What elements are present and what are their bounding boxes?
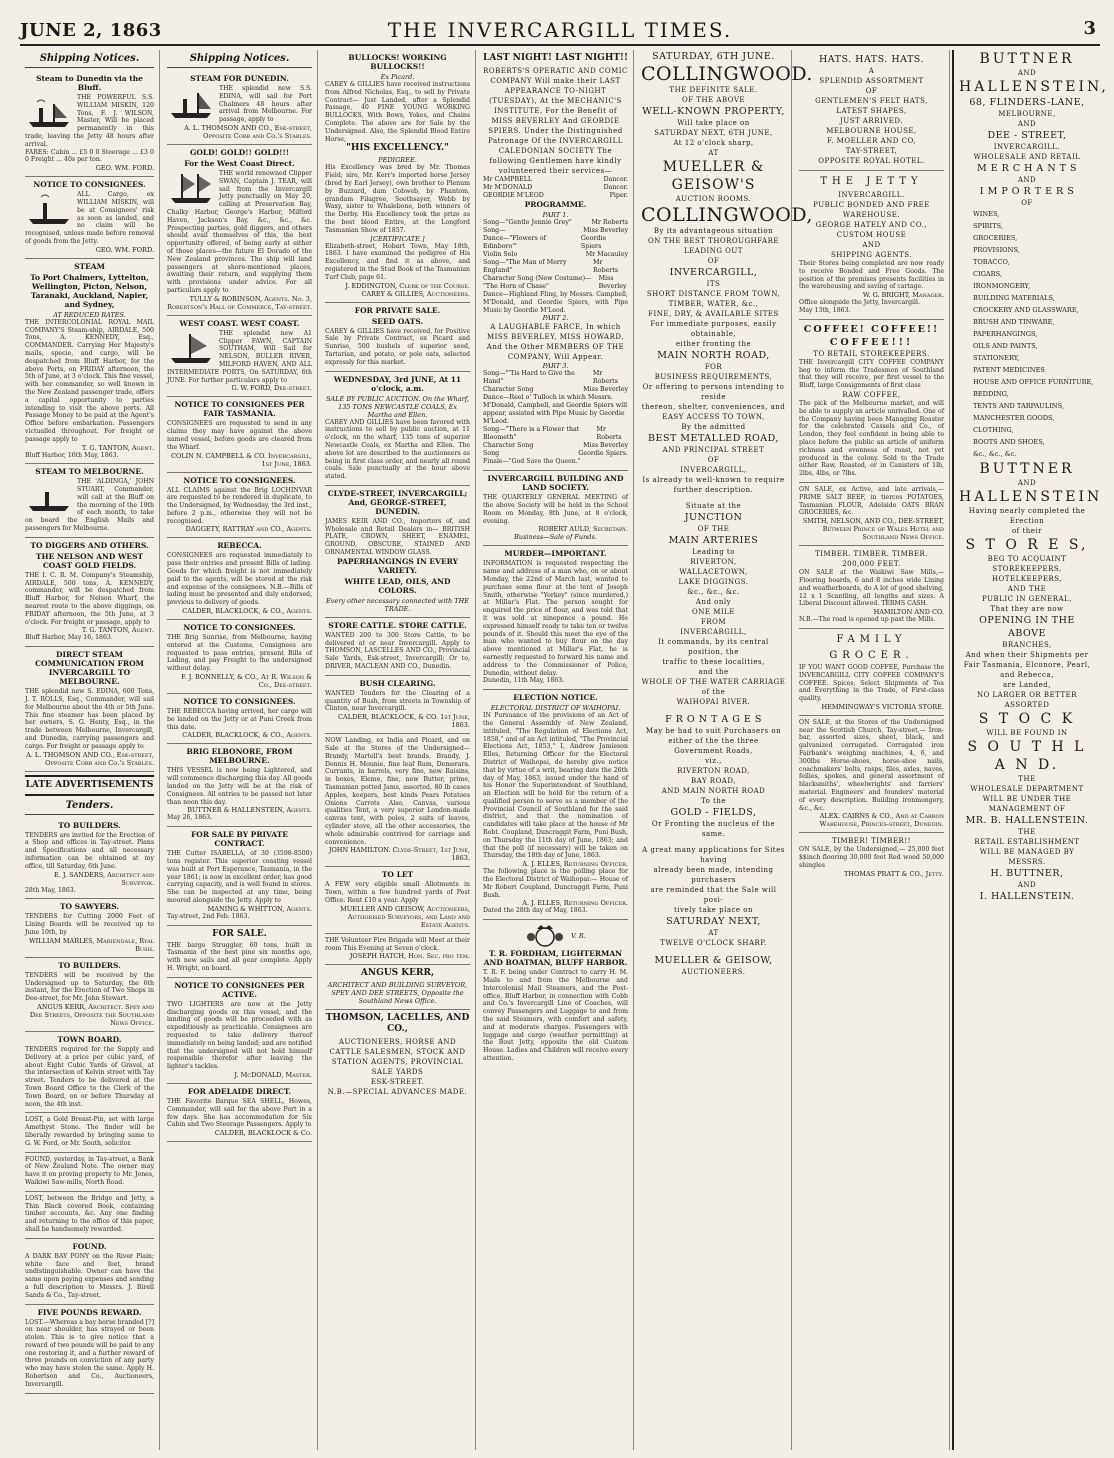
program-row [483, 394, 628, 426]
ad-angus-kerr: ANGUS KERR, ARCHITECT AND BUILDING SURVEYOR, SPEY AND DEE STREETS, Opposite the Southland News Office. [325, 965, 470, 1010]
collingwood-line: INVERCARGILL, [669, 267, 758, 278]
jetty-line: PUBLIC BONDED AND FREE [813, 201, 930, 209]
buttner-line: MR. B. HALLENSTEIN. [965, 815, 1089, 826]
collingwood-line: OF THE [697, 525, 730, 533]
column-6 [794, 50, 950, 1450]
buttner-line: H. BUTTNER, [990, 868, 1064, 879]
collingwood-line: INVERCARGILL, [680, 628, 747, 636]
ad-west-coast: WEST COAST. WEST COAST. THE splendid new A1 Clipper FAWN, CAPTAIN SOUTHAM, Will Sail for NELSON, BULLER RIVER, MILFORD HAVEN, AND ALL INTERMEDIATE PORTS, On SATURDAY, 6th JUNE. For further particulars apply to G. W. FORD, Dee-street. [167, 316, 312, 398]
hats-line: MELBOURNE HOUSE, [826, 127, 917, 135]
royal-crest-icon [525, 923, 565, 949]
buttner-line: THE [1018, 775, 1036, 783]
buttner-line: OPENING IN THE ABOVE [979, 615, 1075, 639]
ad-elbonore: BRIG ELBONORE, FROM MELBOURNE. THIS VESSEL is now being Lightered, and will commence discharging this day. All goods landed on the Jetty will be at the risk of Consignees. All entries to be passed not later than noon this day. BUTTNER & HALLENSTEIN, Agents. May 26, 1863. [167, 744, 312, 827]
buttner-line: 68, FLINDERS-LANE, [969, 97, 1085, 108]
program-row [483, 219, 628, 227]
ad-to-sawyers: TO SAWYERS. TENDERS for Cutting 2000 Feet of Lining Boards will be received up to June 10th, by WILLIAM MARLES, Mariendale, Ryal Bush. [25, 899, 154, 957]
ad-barge-struggler: FOR SALE. THE barge Struggler, 60 tons, built in Tasmania of the best pine six months ago, with new sails and all gear complete. Apply H. Wright, on board. [167, 926, 312, 978]
newspaper-title: THE INVERCARGILL TIMES. [387, 18, 733, 42]
ad-seed-oats: FOR PRIVATE SALE. SEED OATS. CAREY & GILLIES have received, for Positive Sale by Private Contract, ex Picard and Sunrise, 500 bushels of superior seed, Tartarian, and potato, or pole oats, selected expressly for this market. [325, 303, 470, 372]
goods-item: PATENT MEDICINES [973, 366, 1045, 374]
collingwood-line: COLLINGWOOD. [641, 63, 813, 85]
ad-jetty-warehouse: THE JETTY INVERCARGILL. PUBLIC BONDED AND FREE WAREHOUSE. GEORGE HATELY AND CO., CUSTOM HOUSE AND SHIPPING AGENTS. Their Stores being completed are now ready to receive Bonded and Free Goods. The position of the premises presents facilities in the warehousing and saving of cartage. W. G. BRIGHT, Manager. Office alongside the Jetty, Invercargill. May 13th, 1863. [799, 171, 944, 320]
program-row [483, 251, 628, 259]
ad-found-pony: FOUND. A DARK BAY PONY on the River Plain; white face and feet, brand undistinguishable. Owner can have the same upon paying expenses and sending a full description to Messrs. J. Birell Sands & Co., Tay-street. [25, 1239, 154, 1305]
program-item: Violin Solo [483, 251, 518, 258]
collingwood-line: OF [707, 456, 720, 464]
goods-item: CROCKERY AND GLASSWARE, [973, 306, 1079, 314]
buttner-line: BUTTNER [979, 51, 1075, 67]
program-row [483, 192, 628, 200]
ad-diggers: TO DIGGERS AND OTHERS. THE NELSON AND WEST COAST GOLD FIELDS. THE I. C. R. M. Company's Steamship, AIRDALE, 500 tons, A. KENNEDY, commander, will be despatched from Bluff Harbor, for Nelson Wharf, the nearest route to the above diggings, on FRIDAY afternoon, the 5th June, at 3 o'clock. For freight or passage, apply to T. G. TANTON, Agent. Bluff Harbor, May 16, 1863. [25, 538, 154, 647]
ad-james-keir: CLYDE-STREET, INVERCARGILL; And, GEORGE-STREET, DUNEDIN. JAMES KEIR AND CO., Importers of, and Wholesale and Retail Dealers in— BRITISH PLATE, CROWN, SHEET, ENAMEL, GROUND, OBSCURE, STAINED AND ORNAMENTAL WINDOW GLASS. PAPERHANGINGS IN EVERY VARIETY. WHITE LEAD, OILS, AND COLORS. Every other necessary connected with THE TRADE. [325, 486, 470, 618]
collingwood-line: It commands, by its central position, the [658, 638, 769, 656]
ad-on-sale-active: ON SALE, ex Active, and late arrivals,— PRIME SALT BEEF, in tierces POTATOES, Tasmanian FLOUR, Adelaide OATS BRAN GROCERIES, &c. SMITH, NELSON, AND CO., DEE-STREET, Between Prince of Wales Hotel and Southland News Office. [799, 483, 944, 546]
buttner-line: DEE - STREET, [987, 130, 1067, 141]
collingwood-line: already been made, intending purchasers [653, 866, 774, 884]
tenders-header: Tenders. [25, 799, 154, 815]
late-advertisements-header: LATE ADVERTISEMENTS [25, 775, 154, 796]
collingwood-line: viz., [705, 757, 722, 765]
ship-icon [25, 480, 73, 514]
collingwood-line: SATURDAY NEXT, 6TH JUNE, [654, 129, 773, 137]
collingwood-line: WALLACETOWN, [679, 568, 748, 576]
goods-item: SPIRITS, [973, 222, 1003, 230]
goods-item: BOOTS AND SHOES, [973, 438, 1045, 446]
collingwood-line: And only [695, 598, 732, 606]
ad-family-grocer: FAMILY GROCER. IF YOU WANT GOOD COFFEE, Purchase the INVERCARGILL CITY COFFEE COMPANY'S COFFEE. Spices, Select Shipments of Tea and Everything in the Trade, of First-class quality. HEMMINGWAY'S VICTORIA STORE. [799, 629, 944, 716]
program-row [483, 176, 628, 184]
ad-gold-west-coast: GOLD! GOLD!! GOLD!!! For the West Coast Direct. THE world renowned Clipper SWAN, Captain J. TEAR, will sail from the Invercargill Jetty punctually on May 20, calling at Preservation Bay, Chalky Harbor, George's Harbor, Milford Haven, Jackson's Bay, &c., &c., &c. Prospecting parties, gold diggers, and others should avail themselves of this, the best opportunity offered, of being early at either of those places—the future El Dorado of the New Zealand provinces. The ship will land passengers at shore-mentioned places, awaiting their return, and supplying them with provisions under advice. For all particulars apply to TULLY & ROBINSON, Agents. No. 3, Robertson's Hall of Commerce, Tay-street. [167, 145, 312, 316]
collingwood-line: Is already to well-known to require [642, 476, 785, 484]
collingwood-line: INVERCARGILL, [680, 466, 747, 474]
buttner-line: STOREKEEPERS, HOTELKEEPERS, [991, 565, 1063, 583]
ad-operatic-company: LAST NIGHT! LAST NIGHT!! ROBERTS'S OPERATIC AND COMIC COMPANY Will make their LAST APPEARANCE TO-NIGHT (TUESDAY), At the MECHANIC'S INSTITUTE, For the Benefit of MISS BEVERLEY And GEORDIE SPIERS. Under the Distinguished Patronage Of the INVERCARGILL CALEDONIAN SOCIETY The following Gentlemen have kindly volunteered their services— Mr CAMPBELL Dancer. Mr M'DONALD Dancer. GEORDIE M'LEOD Piper. PROGRAMME. PART 1. Song—"Gentle Jennie Grey" Mr Roberts Song— Miss Beverley Dance—"Flowers of Edinboro'" Geordie Spiers Violin Solo Mr Macauley Song—"The Man of Merry England" Mr Roberts Character Song (New Costume)— "The Horn of Chase" Miss Beverley Dance—Highland Fling, by Messrs. Campbell, M'Donald, and Geordie Spiers, with Pipe Music by Geordie M'Leod. PART 2. A LAUGHABLE FARCE, In which MISS BEVERLEY, MISS HOWARD, And the Other MEMBERS OF THE COMPANY, Will Appear. PART 3. Song—"'Tis Hard to Give the Hand" Mr Roberts Character Song Miss Beverley Dance—Reel o' Tulloch in which Messrs. M'Donald, Campbell, and Geordie Spiers will appear, assisted with Pipe Music by Geordie M'Leod. Song—"There is a Flower that Bloometh" Mr Roberts Character Song Miss Beverley Song Geordie Spiers. Finale—"God Save the Queen." [483, 50, 628, 471]
collingwood-line: tively take place on [673, 906, 754, 914]
collingwood-line: RIVERTON ROAD, [677, 767, 750, 775]
collingwood-line: MUELLER & GEISOW'S [662, 159, 765, 193]
buttner-line: S T O C K [978, 711, 1076, 727]
ad-sunrise: NOTICE TO CONSIGNEES. THE Brig Sunrise, from Melbourne, having entered at the Customs, Consignees are requested to pass entries, present Bills of Lading, and pay Freight to the undersigned without delay. F. J. BONNELLY, & CO., At R. Wilson & Co., Dee-street. [167, 620, 312, 694]
program-row [483, 442, 628, 450]
page-number: 3 [1083, 18, 1096, 39]
buttner-line: I. HALLENSTEIN. [979, 891, 1075, 902]
collingwood-line: MUELLER & GEISOW, [654, 955, 773, 966]
performer: Dancer. [603, 176, 628, 183]
collingwood-line: A great many applications for Sites having [642, 846, 785, 864]
collingwood-line: further description. [673, 486, 754, 494]
ad-steam-melbourne: STEAM TO MELBOURNE. THE 'ALDINGA,' JOHN STUART, Commander, will call at the Bluff on the morning of the 19th of each month, to take on board the English Mails and passengers for Melbourne. [25, 464, 154, 538]
collingwood-line: JUNCTION [684, 512, 743, 523]
buttner-line: AND THE [1007, 585, 1047, 593]
collingwood-line: May be had to suit Purchasers on [645, 727, 782, 735]
collingwood-line: Or offering to persons intending to reside [642, 383, 785, 401]
ad-rebecca-arrived: NOTICE TO CONSIGNEES. THE REBECCA having arrived, her cargo will be landed on the Jetty or at Puni Creek from this date. CALDER, BLACKLOCK, & CO., Agents. [167, 694, 312, 744]
ad-lost-pin: LOST, a Gold Breast-Pin, set with large Amethyst Stone. The finder will be liberally rewarded by bringing same to G. W. Ford, or Mr. South, solicitor. [25, 1113, 154, 1152]
program-row [483, 370, 628, 386]
goods-item: STATIONERY, [973, 354, 1020, 362]
ad-to-let: TO LET A FEW very eligible small Allotments in Town, within a few hundred yards of Post Office. Rent £10 a year. Apply MUELLER AND GEISOW, Auctioneers, Authorised Surveyors, and Land and Estate Agents. [325, 867, 470, 933]
ad-store-cattle: STORE CATTLE. STORE CATTLE. WANTED 200 to 300 Store Cattle, to be delivered at or near Invercargill. Apply to THOMSON, LASCELLES AND CO., Provincial Sale Yards, Esk-street, Invercargill; Or to, DRIVER, MACLEAN AND CO., Dunedin. [325, 618, 470, 676]
column-7-buttner-hallenstein [952, 50, 1109, 1450]
collingwood-line: ON THE BEST THOROUGHFARE [648, 237, 779, 245]
collingwood-line: FOR [704, 363, 723, 371]
ad-coal-auction: WEDNESDAY, 3rd JUNE, At 11 o'clock, a.m. SALE BY PUBLIC AUCTION. On the Wharf, 135 TONS NEWCASTLE COALS, Ex Martha and Ellen. CAREY AND GILLIES have been favored with instructions to sell by public auction, at 11 o'clock, on the wharf, 135 tons of superior Newcastle Coals, ex Martha and Ellen. The above lot are described to the auctioneers as being in first class order, and nearly all round coals. Sale punctually at the hour above stated. [325, 372, 470, 486]
program-row [483, 386, 628, 394]
collingwood-line: SATURDAY NEXT, [666, 916, 761, 927]
collingwood-line: To the [700, 797, 727, 805]
program-item: Dance—"Flowers of Edinboro'" [483, 235, 546, 250]
buttner-line: AND [1017, 881, 1037, 889]
buttner-line: WHOLESALE AND RETAIL [973, 153, 1081, 161]
collingwood-line: TIMBER, WATER, &c., [668, 300, 759, 308]
hats-line: A [868, 67, 875, 75]
buttner-line: MESSRS. [1008, 858, 1046, 866]
section-header: Shipping Notices. [167, 52, 312, 68]
program-row [483, 184, 628, 192]
program-item: Mr CAMPBELL [483, 176, 533, 183]
collingwood-line: By its advantageous situation [653, 227, 774, 235]
collingwood-line: By the admitted [681, 423, 746, 431]
collingwood-line: AND MAIN NORTH ROAD [661, 787, 766, 795]
goods-item: BEDDING, [973, 390, 1009, 398]
collingwood-line: Or Fronting the nucleus of the same. [651, 820, 776, 838]
ad-fair-tasmania: NOTICE TO CONSIGNEES PER FAIR TASMANIA. CONSIGNEES are requested to send in any claims they may have against the above named vessel, before goods are cleared from the Wharf. COLIN N. CAMPBELL & CO. Invercargill, 1st June, 1863. [167, 397, 312, 472]
collingwood-line: WELL-KNOWN PROPERTY, [642, 106, 785, 117]
collingwood-line: FINE, DRY, & AVAILABLE SITES [648, 310, 779, 318]
goods-item: TOBACCO, [973, 258, 1010, 266]
column-4 [478, 50, 634, 1450]
ad-steam-for-dunedin: STEAM FOR DUNEDIN. THE splendid new S.S. EDINA, will sail for Port Chalmers 48 hours after arrival from Melbourne. For passage, apply to A. L. THOMSON AND CO., Esk-street, Opposite Cobb and Co.'s Stables. [167, 71, 312, 145]
buttner-line: AND [1017, 120, 1037, 128]
jetty-line: GEORGE HATELY AND CO., [815, 221, 928, 229]
collingwood-line: traffic to these localities, [662, 658, 765, 666]
collingwood-line: MAIN ARTERIES [668, 535, 759, 546]
buttner-line: WILL BE UNDER THE MANAGEMENT OF [982, 795, 1072, 813]
program-row [483, 235, 628, 251]
program-row [483, 426, 628, 442]
collingwood-line: AUCTION ROOMS. [675, 195, 752, 203]
buttner-line: BRANCHES, [1002, 641, 1052, 649]
buttner-line: PUBLIC IN GENERAL, [982, 595, 1072, 603]
performer: Dancer. [603, 184, 628, 191]
collingwood-line: FROM [700, 618, 727, 626]
program-part-3 [483, 370, 628, 458]
ad-timber: TIMBER. TIMBER. TIMBER. 200,000 FEET. ON SALE at the Waikiwi Saw Mills,— Flooring boards, 6 and 8 inches wide Lining and weatherboards, do A lot of good shelving, 12 x 1 Scantling, all lengths and sizes. A Liberal Discount allowed. TERMS CASH. HAMILTON AND CO. N.B.—The road is opened up past the Mills. [799, 546, 944, 629]
collingwood-line: TWELVE O'CLOCK SHARP. [660, 939, 767, 947]
collingwood-line: LEADING OUT [684, 247, 743, 255]
ad-to-builders-1: TO BUILDERS. TENDERS are invited for the Erection of a Shop and offices in Tay-street. Plans and Specifications and all necessary information can be obtained at my office, till Saturday, 6th June. E. J. SANDERS, Architect and Surveyor. 28th May, 1863. [25, 818, 154, 900]
goods-list [959, 208, 1095, 460]
collingwood-line: Will take place on [677, 119, 750, 127]
jetty-line: SHIPPING AGENTS. [830, 251, 913, 259]
buttner-line: BUTTNER [979, 461, 1075, 477]
collingwood-line: F R O N T A G E S [665, 714, 762, 725]
collingwood-line: ONE MILE [692, 608, 735, 616]
program-item: Song—"Gentle Jennie Grey" [483, 219, 572, 226]
performer: Miss Beverley [583, 227, 628, 234]
collingwood-line: THE DEFINITE SALE. [669, 86, 758, 94]
buttner-line: AND [1017, 479, 1037, 487]
ad-election: ELECTION NOTICE. ELECTORAL DISTRICT OF WAIHOPAI. IN Pursuance of the provisions of an Act of the General Assembly of New Zealand, intituled, "The Regulation of Elections Act, 1858," and of an Act intituled, "The Provincial Elections Act, 1853," I, Andrew Jamieson Elles, Returning Officer for the Electoral District of Waihopai, do hereby give notice that by virtue of a writ, bearing date the 26th day of May, 1863, issued under the hand of his Honor the Superintendent of Southland, an Election will be held for the return of a qualified person to serve as a member of the Provincial Council of Southland for the said district, and that the nomination of candidates will take place at the house of Mr Robt. Coupland, Duncraggit Farm, Puni Bush, on Thursday the 11th day of June, 1863; and that the poll (if necessary) will be taken on Thursday, the 18th day of June, 1863. A. J. ELLES, Returning Officer. The following place is the polling place for the Electoral District of Waihopai:— House of Mr Robert Coupland, Duncraggit Farm, Puni Bush. A. J. ELLES, Returning Officer. Dated the 28th day of May, 1863. [483, 690, 628, 920]
collingwood-line: EASY ACCESS TO TOWN, [662, 413, 765, 421]
hats-line: OF [865, 87, 878, 95]
buttner-header-block [959, 50, 1109, 208]
ad-murder: MURDER—IMPORTANT. INFORMATION is requested respecting the name and address of a man who, on or about Monday, the 22nd of March last, wanted to purchase some flour at the tent of Joseph Smith, otherwise "Yorkey" (since murdered,) at Millar's Flat. The person sought for enquired the price of flour, and was told that it was sold at ninepence a pound. He expressed himself ready to take ten or twelve pounds of it. Should this meet the eye of the man who wanted to buy flour on the day above mentioned at Millar's Flat, he is earnestly requested to forward his name and address to the Commissioner of Police, Dunedin, without delay. Dunedin, 11th May, 1863. [483, 546, 628, 690]
performer: Piper. [609, 192, 628, 199]
collingwood-line: At 12 o'clock sharp, [673, 139, 754, 147]
program-row [483, 227, 628, 235]
issue-date: JUNE 2, 1863 [20, 20, 162, 41]
goods-item: GROCERIES, [973, 234, 1018, 242]
ad-lost-book: LOST, between the Bridge and Jetty, a Thin Black covered Book, containing timber accounts, &c. Any one finding and returning to the office of this paper, shall be handsomely rewarded. [25, 1192, 154, 1239]
collingwood-line: For immediate purposes, easily obtainable, [650, 320, 777, 338]
ship-icon [25, 96, 73, 130]
program-item: Dance—Reel o' Tulloch in which Messrs. M'Donald, Campbell, and Geordie Spiers will appear, assisted with Pipe Music by Geordie M'Leod. [483, 394, 628, 426]
ad-steam-dunedin: Steam to Dunedin via the Bluff. THE POWERFUL S.S. WILLIAM MISKIN, 120 Tons, F. J. WILSON, Master, Will be placed permanently in this trade, leaving the Jetty 48 hours after arrival. FARES: Cabin ... £5 0 0 Steerage ... £3 0 0 Freight ... 40s per ton. GEO. WM. FORD. [25, 71, 154, 177]
column-2 [162, 50, 318, 1450]
buttner-line: Having nearly completed the Erection [968, 507, 1086, 525]
buttner-line: S T O R E S, [965, 537, 1089, 553]
goods-item: MANCHESTER GOODS, [973, 414, 1055, 422]
buttner-line: M E R C H A N T S [976, 163, 1078, 174]
goods-item: WINES, [973, 210, 1000, 218]
ad-rebecca: REBECCA. CONSIGNEES are requested immediately to pass their entries and present Bills of lading. Goods for which freight is not immediately paid to the agents, will be stored at the risk and expense of the consignees. N.B.—Bills of lading must be presented and duly endorsed, previous to delivery of goods. CALDER, BLACKLOCK, & CO., Agents. [167, 538, 312, 620]
ad-five-pounds-reward: FIVE POUNDS REWARD. LOST.—Whereas a bay horse branded [?] on near shoulder, has strayed or been stolen. This is to give notice that a reward of two pounds will be paid to any one restoring it, and a further reward of three pounds on conviction of any party who may have stolen the same. Apply H. Robertson and Co., Auctioneers, Invercargill. [25, 1305, 154, 1394]
ad-now-landing: NOW Landing, ex India and Picard, and on Sale at the Stores of the Undersigned— Brandy, Martell's best brands. Brandy, J. Dennis H. Mounie, fine leaf Rum, Demerara. Currants, in barrels, very fine, new Raisins, in boxes, Eleme, fine, new Butter, prime, Tasmanian potted Jams, assorted, 80 lb cases Apples, keepers, best kinds Pears Potatoes Onions Carrots Also, Canvas, various qualities Tent, a very superior London-made canvas tent, with poles, 2 suits of leaves, cylinder stove, all the other accessories, the whole admirable contrived for carriage and convenience. JOHN HAMILTON. Clyde-Street, 1st June, 1863. [325, 734, 470, 867]
goods-item: BRUSH AND TINWARE, [973, 318, 1055, 326]
ad-steam-ports: STEAM To Port Chalmers, Lyttelton, Wellington, Picton, Nelson, Taranaki, Auckland, Napier, and Sydney, AT REDUCED RATES. THE INTERCOLONIAL ROYAL MAIL COMPANY'S Steam-ship, AIRDALE, 500 Tons, A. KENNEDY, Esq., COMMANDER. Carrying Her Majesty's mails, specie, and cargo, will be despatched from Bluff Harbor, for the above Ports, on FRIDAY afternoon, the 5th of June, at 3 o'clock. This fine vessel, with her commander, so well known in the New Zealand passenger trade, offers a capital opportunity to parties intending to visit the above ports. All Passage Money to be paid at the Agent's Office before embarkation. Passengers victualled throughout. For freight or passage apply to T. G. TANTON, Agent. Bluff Harbor, 16th May, 1863. [25, 259, 154, 465]
masthead [20, 18, 1100, 46]
goods-item: &c., &c., &c. [973, 450, 1017, 458]
ad-town-board: TOWN BOARD. TENDERS required for the Supply and Delivery at a price per cubic yard, of about Eight Cubic Yards of Gravel, at the intersection of Kelvin street with Tay street. Tenders to be delivered at the Town Board Office to the Clerk of the Town Board, on or before Thursday at noon, the 4th inst. [25, 1032, 154, 1113]
collingwood-line: ITS [706, 280, 721, 288]
collingwood-line: BUSINESS REQUIREMENTS, [654, 373, 773, 381]
collingwood-line: thereon, shelter, conveniences, and [641, 403, 786, 411]
ad-bullocks: BULLOCKS! WORKING BULLOCKS!! Ex Picard. CAREY & GILLIES have received instructions from Alfred Nicholas, Esq., to sell by Private Contract— Just Landed, after a Splendid Passage, 40 FINE YOUNG WORKING BULLOCKS, With Bows, Yokes, and Chains Complete. The above are for Sale by the Undersigned. Also, the Splendid Blood Entire Horse, "HIS EXCELLENCY." PEDIGREE. His Excellency was bred by Mr. Thomas Field; sire, Mr. Kerr's imported horse Jersey (bred by Earl Jersey), own brother to Plenum by Buzzard, dam Cobweb, by Phantom, grandam Filagree, Soothsayer, Webb by Waxy, sister to Whalebone, both winners of the Derby. His Excellency took the prize as the best blood Entire, at the Longford Tasmanian Show of 1857. [CERTIFICATE.] Elizabeth-street, Hobart Town, May 18th, 1863. I have examined the pedigree of His Excellency, and find it as above, and registered in the Stud Book of the Tasmanian Turf Club, page 61. J. EDDINGTON, Clerk of the Course. CAREY & GILLIES, Auctioneers. [325, 50, 470, 303]
goods-item: PROVISIONS, [973, 246, 1020, 254]
hats-line: LATEST SHAPES, [836, 107, 907, 115]
performer: Miss Beverley [583, 442, 628, 450]
ad-found-note: FOUND, yesterday, in Tay-street, a Bank of New Zealand Note. The owner may have it on proving property to Mr. Jones, Waikiwi Saw-mills, North Road. [25, 1153, 154, 1192]
buttner-line: S O U T H L A N D. [967, 739, 1087, 773]
buttner-line: are Landed, [1002, 681, 1052, 689]
ad-adelaide: FOR ADELAIDE DIRECT. THE Favorite Barque SEA SHELL, Howes, Commander, will sail for the above Port in a few days. She has accommodation for Six Cabin and Two Steerage Passengers. Apply to CALDER, BLACKLOCK & Co. [167, 1084, 312, 1142]
buttner-line: WHOLESALE DEPARTMENT [970, 785, 1084, 793]
hats-line: JUST ARRIVED. [839, 117, 903, 125]
collingwood-line: of the [701, 688, 726, 696]
collingwood-line: MAIN NORTH ROAD, [657, 350, 770, 361]
ad-timber-timber: TIMBER! TIMBER!! ON SALE, by the Undersigned,— 25,000 feet $$inch flooring 30,000 feet Red wood 50,000 shingles THOMAS PRATT & CO., Jetty. [799, 837, 944, 878]
goods-item: IRONMONGERY, [973, 282, 1031, 290]
buttner-line: And when their Shipments per Fair Tasmania, Elconore, Pearl, and Rebecca, [963, 651, 1091, 679]
program-row [483, 450, 628, 458]
collingwood-line: AT [708, 929, 719, 937]
performer: Geordie Spiers [580, 235, 607, 250]
clipper-ship-icon [167, 332, 215, 366]
program-item: GEORDIE M'LEOD [483, 192, 544, 199]
hats-line: GENTLEMEN'S FELT HATS, [815, 97, 928, 105]
performer: Miss Beverley [598, 275, 627, 290]
buttner-line: INVERCARGILL. [993, 143, 1061, 151]
ad-notice-consignees: NOTICE TO CONSIGNEES. ALL Cargo, ex WILLIAM MISKIN, will be at Consignees' risk as soon as landed, and no claim will be recognised, unless made before removal of goods from the Jetty. GEO. WM. FORD. [25, 177, 154, 259]
collingwood-line: and the [698, 668, 729, 676]
clipper-ship-icon [167, 172, 215, 206]
collingwood-line: SHORT DISTANCE FROM TOWN, [646, 290, 781, 298]
performer: Geordie Spiers. [578, 450, 628, 458]
goods-item: TENTS AND TARPAULINS, [973, 402, 1064, 410]
hats-line: SPLENDID ASSORTMENT [819, 77, 924, 85]
hats-line: OPPOSITE ROYAL HOTEL. [818, 157, 925, 165]
buttner-line: BEG TO ACQUAINT [987, 555, 1067, 563]
column-5-collingwood [636, 50, 813, 1450]
jetty-line: WAREHOUSE. [842, 211, 901, 219]
goods-item: CLOTHING, [973, 426, 1014, 434]
program-item: Song—"The Man of Merry England" [483, 259, 567, 274]
cast-list [483, 176, 628, 200]
collingwood-ad [641, 50, 813, 977]
goods-item: BUILDING MATERIALS, [973, 294, 1055, 302]
buttner-line: HALLENSTEIN, [959, 79, 1109, 95]
performer: Mr Roberts [596, 426, 622, 442]
goods-item: CIGARS, [973, 270, 1003, 278]
program-item: Character Song [483, 442, 534, 450]
collingwood-line: LAKE DIGGINGS. [678, 578, 749, 586]
performer: Mr Roberts [592, 370, 618, 386]
collingwood-line: either fronting the [675, 340, 752, 348]
goods-item: PAPERHANGINGS, [973, 330, 1038, 338]
ad-fordham: V. R. T. R. FORDHAM, LIGHTERMAN AND BOATMAN, BLUFF HARBOR. T. R. F. being under Contract to carry H. M. Mails to and from the Melbourne and Intercolonial Mail Steamers, and the Post-office, Bluff Harbor, in connection with Cobb and Co.'s Invercargill Line of Coaches, will convey Passengers and Luggage to and from the said Steamers, with comfort and safety, and at moderate charges. Passengers with luggage and cargo (weather permitting) at the Bout Jetty, opposite the old Custom House. Ladies and Children will receive every attention. [483, 920, 628, 1067]
jetty-line: CUSTOM HOUSE [836, 231, 907, 239]
collingwood-line: OF THE ABOVE [681, 96, 746, 104]
collingwood-line: OF [707, 257, 720, 265]
buttner-line: WILL BE MANAGED BY [979, 848, 1075, 856]
buttner-line: OF [1021, 199, 1033, 207]
ad-building-society: INVERCARGILL BUILDING AND LAND SOCIETY. THE QUARTERLY GENERAL MEETING of the above Society will be held in the School Room on Monday, 8th June, at 8 o'clock, evening. ROBERT AULD, Secretary. Business—Sale of Funds. [483, 471, 628, 546]
collingwood-line: Situate at the [685, 502, 742, 510]
goods-item: OILS AND PAINTS, [973, 342, 1038, 350]
collingwood-line: AT [708, 149, 719, 157]
collingwood-line: GOLD - FIELDS, [670, 807, 757, 818]
collingwood-line: BAY ROAD, [691, 777, 736, 785]
ad-bush-clearing: BUSH CLEARING. WANTED Tenders for the Clearing of a quantity of Bush, from streets in Township of Clinton, near Invercargill. CALDER, BLACKLOCK, & CO. 1st June, 1863. [325, 676, 470, 734]
ad-direct-steam: DIRECT STEAM COMMUNICATION FROM INVERCARGILL TO MELBOURNE. THE splendid new S. EDINA, 600 Tons, J. T. ROLLS, Esq., Commander, will sail for Melbourne about the 4th or 5th June. This fine steamer has been placed by her owners, S. G. Henty, Esq., in the trade between Melbourne, Invercargill, and Dunedin, carrying passengers and cargo. For freight or passage apply to A. L. THOMSON AND CO., Esk-street, Opposite Cobb and Co.'s Stables. [25, 647, 154, 771]
collingwood-line: &c., &c., &c. [687, 588, 740, 596]
ad-active: NOTICE TO CONSIGNEES PER ACTIVE. TWO LIGHTERS are now at the Jetty discharging goods ex this vessel, and the landing of goods will be proceeded with as expeditiously as practicable. Consignees are requested to take delivery thereof immediately on being landed; and are notified that the undersigned will not hold himself responsible therefor after leaving the lighter's tackles. J. McDONALD, Master. [167, 978, 312, 1084]
buttner-line: WILL BE FOUND IN [986, 729, 1068, 737]
performer: Mr Roberts [593, 259, 619, 274]
program-row [483, 259, 628, 275]
ad-cutter-isabella: FOR SALE BY PRIVATE CONTRACT. THE Cutter ISABELLA, of 30 (3598-8500) tons register. This superior coasting vessel was built at Port Esperance, Tasmania, in the year 1861; is now in excellent order, has good carrying capacity, and is well found in stores. She can be inspected at any time, being moored alongside the Jetty. Apply to MANING & WHITTON, Agents. Tay-street, 2nd Feb. 1863. [167, 827, 312, 925]
performer: Mr Macauley [585, 251, 628, 258]
jetty-line: INVERCARGILL. [838, 191, 905, 199]
ad-alex-cairns: ON SALE, at the Stores of the Undersigned near the Scottish Church, Tay-street,— Iron-bar, assorted sizes, sheet, black, and galvanized corrugated. Corrugated iron Fairbank's weighing machines, 4, 6, and 300lbs Horse-shoes, horse-shoe nails, coachmakers' bolts, rasps, files, axles, naves, fellies, spokes, and general assortment of blacksmiths', wheelwrights' and farriers' material. Engineers' and founders' material of every description. Building ironmongery, &c., &c. ALEX. CAIRNS & CO., And at Carron Warehouse, Princes-street, Dunedin. [799, 716, 944, 834]
program-item: Song—"'Tis Hard to Give the Hand" [483, 370, 575, 386]
buttner-line: AND [1017, 69, 1037, 77]
collingwood-line: COLLINGWOOD, [641, 204, 813, 226]
ship-icon [167, 87, 215, 121]
collingwood-line: AND PRINCIPAL STREET [662, 446, 765, 454]
ship-icon [25, 193, 73, 227]
program-item: Character Song (New Costume)— "The Horn of Chase" [483, 275, 592, 290]
performer: Miss Beverley [583, 386, 628, 394]
ad-hats: HATS. HATS. HATS. A SPLENDID ASSORTMENT OF GENTLEMEN'S FELT HATS, LATEST SHAPES, JUST ARRIVED. MELBOURNE HOUSE, F. MOELLER AND CO, TAY-STREET, OPPOSITE ROYAL HOTEL. [799, 50, 944, 171]
program-item: Song [483, 450, 500, 458]
buttner-line: I M P O R T E R S [979, 186, 1075, 197]
collingwood-line: Leading to [692, 548, 735, 556]
ad-lochinvar: NOTICE TO CONSIGNEES. ALL CLAIMS against the Brig LOCHINVAR are requested to be rendered in duplicate, to the Undersigned, by Wednesday, the 3rd inst., before 2 p.m., otherwise they will not be recognised. DAGGETY, RATTRAY and CO., Agents. [167, 473, 312, 539]
ad-to-builders-2: TO BUILDERS. TENDERS will be received by the Undersigned up to Saturday, the 6th instant, for the Erection of Two Shops in Dee-street, for Mr. John Stewart. ANGUS KERR, Architect. Spey and Dee Streets, Opposite the Southland News Office. [25, 958, 154, 1032]
buttner-line: NO LARGER OR BETTER ASSORTED [976, 691, 1078, 709]
buttner-line: HALLENSTEIN [959, 489, 1103, 505]
collingwood-line: WHOLE OF THE WATER CARRIAGE [641, 678, 786, 686]
goods-item: HOUSE AND OFFICE FURNITURE, [973, 378, 1094, 386]
buttner-line: That they are now [990, 605, 1064, 613]
program-part-1 [483, 219, 628, 291]
collingwood-line: are reminded that the Sale will posi- [650, 886, 777, 904]
hats-line: TAY-STREET, [845, 147, 898, 155]
hats-line: F. MOELLER AND CO, [826, 137, 917, 145]
jetty-line: AND [862, 241, 881, 249]
section-header: Shipping Notices. [25, 52, 154, 68]
ad-coffee: COFFEE! COFFEE!! COFFEE!!! TO RETAIL STOREKEEPERS. THE Invercargill CITY COFFEE COMPANY beg to inform the Tradesmen of Southland that they will receive, per first vessel to the Bluff, large Consignments of first class RAW COFFEE, The pick of the Melbourne market, and will be able to supply an article unrivalled. One of the Company having been Managing Roaster for the celebrated Cassels and Co., of London, they feel confident in being able to place before the public an article of uniform richness and evenness of roast, not yet produced in the colony. Sold to the Trade either Raw, Roasted, or in Canisters of 1lb, 2lbs, 4lbs, or 7lbs. [799, 320, 944, 483]
collingwood-line: WAIHOPAI RIVER. [676, 698, 751, 706]
buttner-line: THE [1018, 828, 1036, 836]
column-1 [20, 50, 160, 1450]
buttner-line: RETAIL ESTABLISHMENT [974, 838, 1080, 846]
program-item: Song—"There is a Flower that Bloometh" [483, 426, 580, 442]
collingwood-line: AUCTIONEERS. [681, 968, 746, 976]
program-row [483, 275, 628, 291]
buttner-line: MELBOURNE, [998, 110, 1056, 118]
program-item: Character Song [483, 386, 534, 394]
collingwood-line: BEST METALLED ROAD, [648, 433, 779, 444]
ad-fire-brigade: THE Volunteer Fire Brigade will Meet at their room This Evening at Seven o'clock. JOSEPH HATCH, Hon. Sec. pro tem. [325, 934, 470, 966]
collingwood-line: Government Roads, [674, 747, 753, 755]
buttner-line: AND [1017, 176, 1037, 184]
buttner-stores-block [959, 460, 1103, 903]
column-3 [320, 50, 476, 1450]
buttner-line: of their [1011, 527, 1043, 535]
program-item: Mr M'DONALD [483, 184, 533, 191]
ad-thomson-lacelles: THOMSON, LACELLES, AND CO., AUCTIONEERS, HORSE AND CATTLE SALESMEN, STOCK AND STATION AGENTS, PROVINCIAL SALE YARDS ESK-STREET. N.B.—SPECIAL ADVANCES MADE. [325, 1013, 470, 1097]
performer: Mr Roberts [591, 219, 628, 226]
collingwood-line: SATURDAY, 6TH JUNE. [652, 51, 775, 62]
collingwood-line: either of the the three [668, 737, 759, 745]
collingwood-line: RIVERTON, [690, 558, 737, 566]
program-item: Song— [483, 227, 506, 234]
